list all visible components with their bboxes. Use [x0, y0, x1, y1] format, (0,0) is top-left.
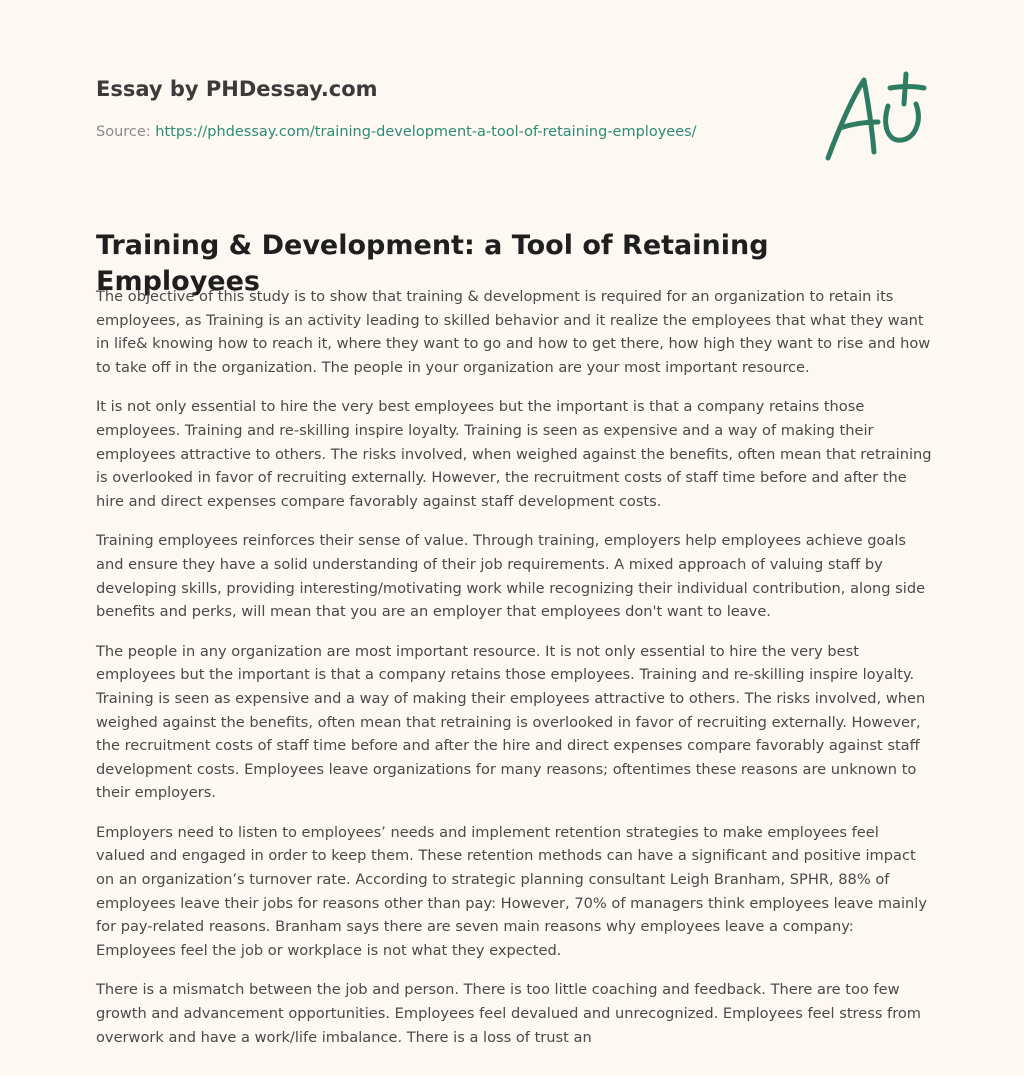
- source-link[interactable]: https://phdessay.com/training-development-a-tool-of-retaining-employees/: [155, 124, 697, 140]
- essay-paragraph: It is not only essential to hire the very best employees but the important is that a company retains those employees. Training and re-skilling inspire loyalty. Training is seen as expensive and a way of making their employees attractive to others. The risks involved, when weighed against the benefits, often mean that retraining is overlooked in favor of recruiting externally. However, the recruitment costs of staff time before and after the hire and direct expenses compare favorably against staff development costs.: [96, 398, 932, 510]
- essay-paragraph: There is a mismatch between the job and person. There is too little coaching and feedback. There are too few growth and advancement opportunities. Employees feel devalued and unrecognized. Employees feel stress from overwork and have a work/life imbalance. There is a loss of trust an: [96, 981, 922, 1046]
- source-label: Source:: [96, 124, 151, 140]
- site-brand: Essay by PHDessay.com: [96, 77, 378, 101]
- essay-paragraph: Training employees reinforces their sense of value. Through training, employers help employees achieve goals and ensure they have a solid understanding of their job requirements. A mixed approach of valuing staff by developing skills, providing interesting/motivating work while recognizing their individual contribution, along side benefits and perks, will mean that you are an employer that employees don't want to leave.: [96, 532, 926, 621]
- essay-paragraph: Employers need to listen to employees’ needs and implement retention strategies to make employees feel valued and engaged in order to keep them. These retention methods can have a significant and positive impact on an organization’s turnover rate. According to strategic planning consultant Leigh Branham, SPHR, 88% of employees leave their jobs for reasons other than pay: However, 70% of managers think employees leave mainly for pay-related reasons. Branham says there are seven main reasons why employees leave a company: Employees feel the job or workplace is not what they expected.: [96, 823, 927, 959]
- essay-title: Training & Development: a Tool of Retaining Employees: [96, 230, 769, 297]
- essay-paragraph: The objective of this study is to show that training & development is required for an organization to retain its employees, as Training is an activity leading to skilled behavior and it realize the employees that what they want in life& knowing how to reach it, where they want to go and how to get there, how high they want to rise and how to take off in the organization. The people in your organization are your most important resource.: [96, 288, 931, 376]
- essay-body: [96, 285, 932, 1065]
- source-line: [96, 124, 697, 140]
- a-plus-logo-icon: [818, 66, 930, 166]
- essay-paragraph: The people in any organization are most important resource. It is not only essential to hire the very best employees but the important is that a company retains those employees. Training and re-skilling inspire loyalty. Training is seen as expensive and a way of making their employees attractive to others. The risks involved, when weighed against the benefits, often mean that retraining is overlooked in favor of recruiting externally. However, the recruitment costs of staff time before and after the hire and direct expenses compare favorably against staff development costs. Employees leave organizations for many reasons; oftentimes these reasons are unknown to their employers.: [96, 642, 926, 802]
